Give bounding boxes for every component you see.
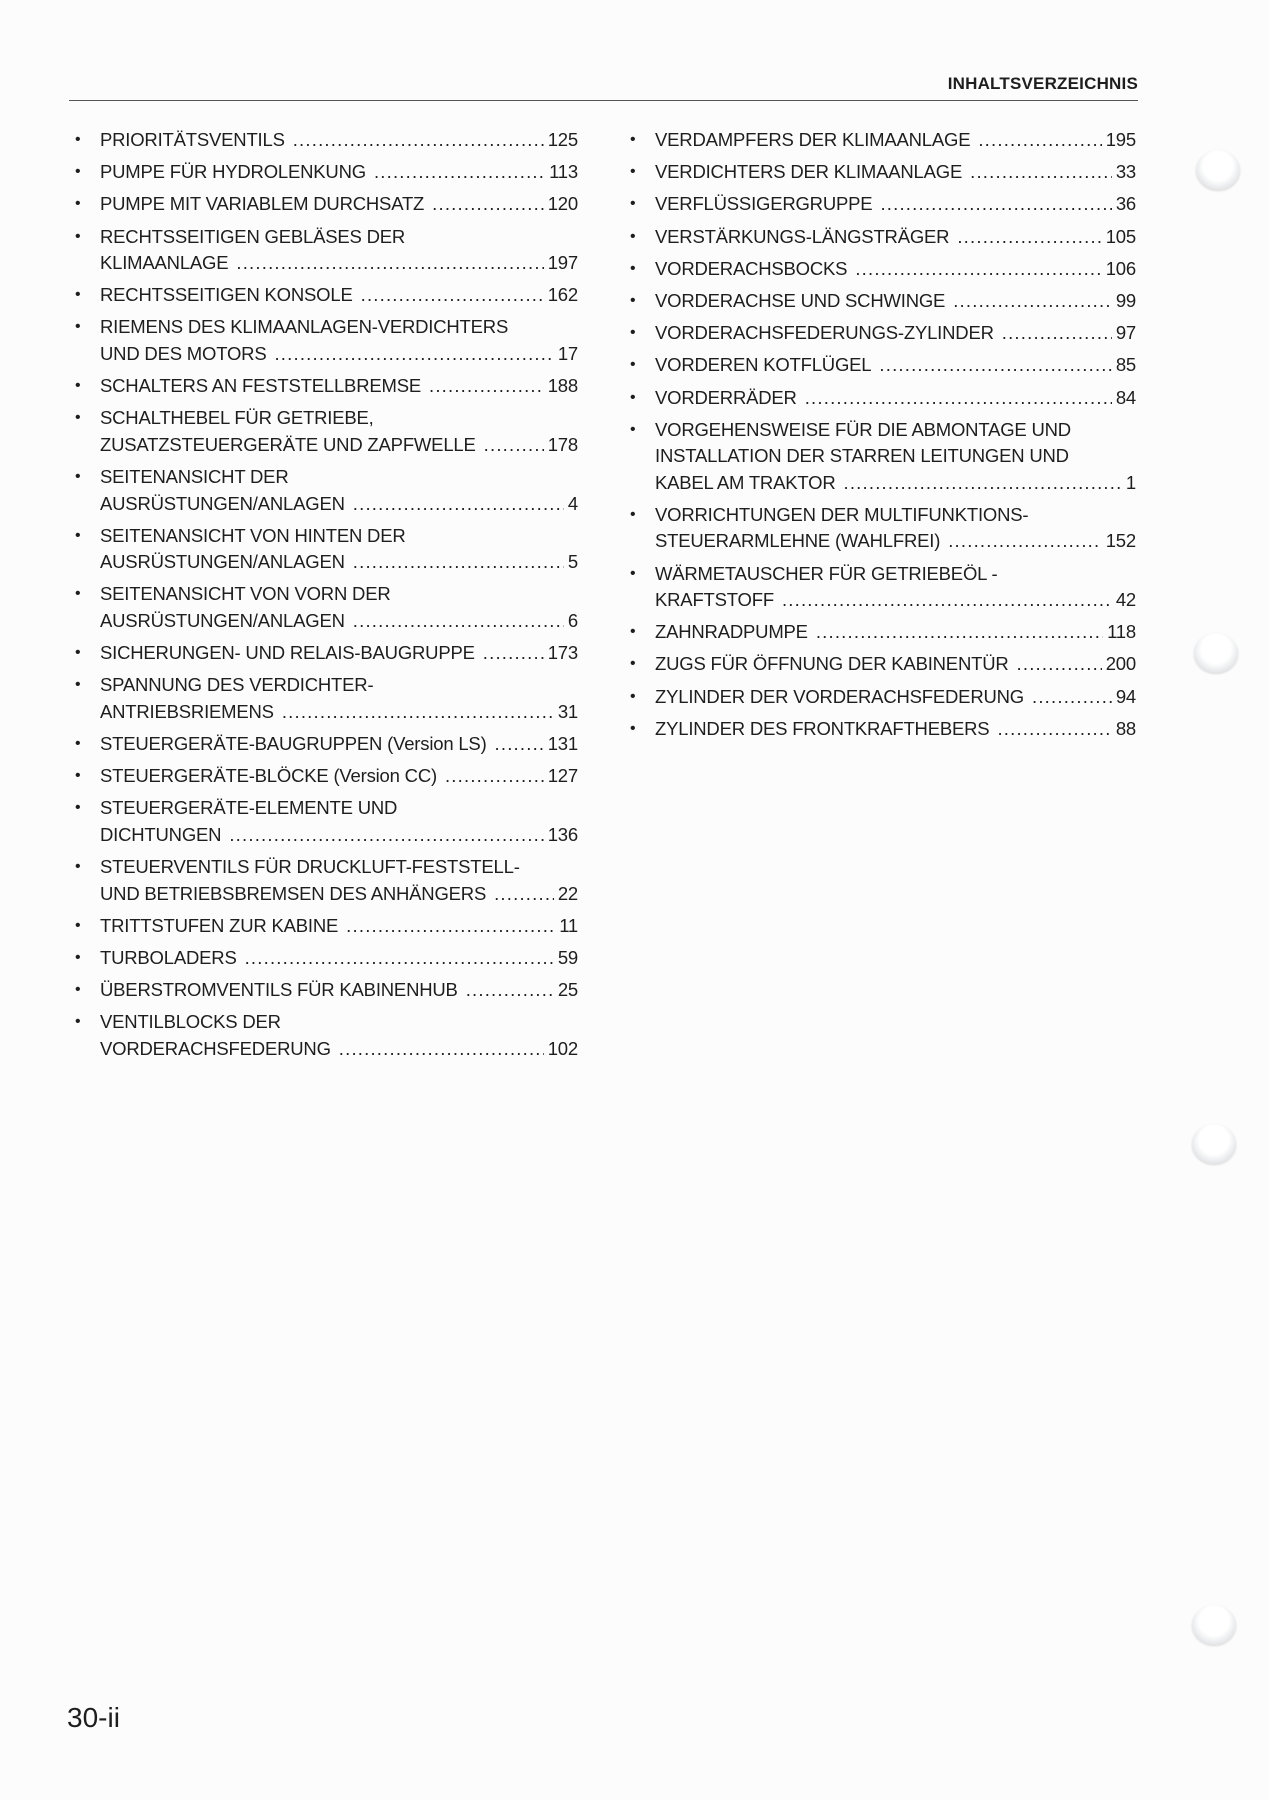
toc-entry[interactable] [75, 640, 578, 667]
toc-entry-page: 200 [1105, 653, 1136, 675]
page-number: 30-ii [67, 1702, 120, 1733]
toc-entry[interactable] [630, 684, 1136, 711]
toc-entry-line [655, 443, 1136, 470]
dot-leader [353, 549, 564, 576]
dot-leader [361, 282, 544, 309]
toc-entry-line [100, 731, 578, 758]
toc-entry-title: AUSRÜSTUNGEN/ANLAGEN [100, 551, 345, 573]
toc-entry-title: UND DES MOTORS [100, 342, 267, 364]
toc-entry-line [655, 528, 1136, 555]
toc-entry-line [100, 854, 578, 881]
bullet-icon: • [630, 324, 636, 342]
toc-entry-title: VERSTÄRKUNGS-LÄNGSTRÄGER [655, 225, 950, 247]
bullet-icon: • [630, 420, 636, 438]
toc-entry-title: ZUSATZSTEUERGERÄTE UND ZAPFWELLE [100, 433, 476, 455]
toc-entry-line [100, 373, 578, 400]
toc-entry-page: 17 [557, 342, 578, 364]
toc-entry-line [100, 977, 578, 1004]
toc-entry[interactable] [630, 159, 1136, 186]
toc-entry-page: 105 [1105, 225, 1136, 247]
toc-entry-title: STEUERARMLEHNE (WAHLFREI) [655, 530, 941, 552]
toc-entry-line [655, 587, 1136, 614]
bullet-icon: • [75, 799, 81, 817]
dot-leader [997, 716, 1111, 743]
bullet-icon: • [630, 259, 636, 277]
toc-entry[interactable] [75, 464, 578, 517]
punch-hole [1196, 150, 1240, 190]
toc-entry[interactable] [75, 1009, 578, 1062]
header-rule [69, 100, 1138, 101]
toc-entry[interactable] [75, 373, 578, 400]
toc-entry-page: 162 [547, 284, 578, 306]
dot-leader [282, 699, 554, 726]
toc-entry-page: 6 [567, 609, 578, 631]
toc-entry[interactable] [75, 127, 578, 154]
toc-entry-page: 31 [557, 700, 578, 722]
dot-leader [948, 528, 1102, 555]
toc-entry[interactable] [75, 314, 578, 367]
toc-entry-page: 106 [1105, 257, 1136, 279]
toc-entry-page: 102 [547, 1037, 578, 1059]
bullet-icon: • [75, 644, 81, 662]
toc-entry-page: 152 [1105, 530, 1136, 552]
bullet-icon: • [630, 163, 636, 181]
toc-entry-page: 178 [547, 433, 578, 455]
dot-leader [805, 385, 1112, 412]
bullet-icon: • [630, 623, 636, 641]
bullet-icon: • [75, 468, 81, 485]
toc-entry-page: 11 [559, 914, 578, 936]
dot-leader [1002, 320, 1112, 347]
dot-leader [483, 640, 544, 667]
toc-entry-page: 5 [567, 551, 578, 573]
toc-entry-line [100, 432, 578, 459]
toc-entry-title: VORGEHENSWEISE FÜR DIE ABMONTAGE UND [655, 418, 1071, 440]
toc-entry[interactable] [630, 417, 1136, 497]
toc-entry-page: 1 [1125, 471, 1136, 493]
toc-entry[interactable] [630, 127, 1136, 154]
toc-entry-title: PUMPE MIT VARIABLEM DURCHSATZ [100, 193, 425, 215]
toc-entry-title: SEITENANSICHT VON VORN DER [100, 583, 391, 605]
punch-hole [1192, 1124, 1236, 1164]
toc-entry-title: ANTRIEBSRIEMENS [100, 700, 274, 722]
toc-entry[interactable] [630, 502, 1136, 555]
toc-entry-page: 33 [1115, 161, 1136, 183]
dot-leader [816, 619, 1103, 646]
dot-leader [957, 224, 1101, 251]
toc-entry-title: KLIMAANLAGE [100, 252, 229, 274]
toc-entry[interactable] [630, 224, 1136, 251]
dot-leader [274, 341, 553, 368]
toc-entry-line [655, 159, 1136, 186]
toc-entry-page: 188 [547, 375, 578, 397]
dot-leader [1032, 684, 1112, 711]
toc-entry-line [655, 470, 1136, 497]
toc-entry-line [100, 341, 578, 368]
toc-entry[interactable] [630, 191, 1136, 218]
bullet-icon: • [75, 286, 81, 304]
toc-entry-line [655, 224, 1136, 251]
toc-entry-line [100, 945, 578, 972]
toc-entry[interactable] [75, 731, 578, 758]
toc-entry[interactable] [75, 977, 578, 1004]
toc-entry-line [100, 640, 578, 667]
toc-entry-title: RECHTSSEITIGEN GEBLÄSES DER [100, 225, 406, 247]
toc-entry[interactable] [75, 224, 578, 277]
toc-entry-page: 127 [547, 765, 578, 787]
toc-entry-title: ZUGS FÜR ÖFFNUNG DER KABINENTÜR [655, 653, 1009, 675]
toc-entry[interactable] [75, 581, 578, 634]
toc-entry-title: RECHTSSEITIGEN KONSOLE [100, 284, 353, 306]
toc-entry[interactable] [75, 159, 578, 186]
bullet-icon: • [75, 676, 81, 694]
toc-entry-line [655, 191, 1136, 218]
toc-entry-line [100, 763, 578, 790]
toc-entry-title: DICHTUNGEN [100, 823, 222, 845]
toc-entry-title: SCHALTHEBEL FÜR GETRIEBE, [100, 407, 374, 429]
toc-entry-title: VERDICHTERS DER KLIMAANLAGE [655, 161, 963, 183]
bullet-icon: • [630, 356, 636, 374]
toc-entry-title: PRIORITÄTSVENTILS [100, 129, 285, 150]
toc-entry-page: 125 [547, 129, 578, 150]
toc-entry-title: RIEMENS DES KLIMAANLAGEN-VERDICHTERS [100, 316, 509, 338]
toc-entry-title: AUSRÜSTUNGEN/ANLAGEN [100, 609, 345, 631]
toc-entry-line [100, 581, 578, 608]
toc-entry-line [100, 549, 578, 576]
bullet-icon: • [75, 734, 81, 752]
toc-entry-line [100, 672, 578, 699]
bullet-icon: • [75, 409, 81, 427]
toc-entry-title: VORDERRÄDER [655, 386, 797, 408]
toc-entry-line [655, 352, 1136, 379]
toc-entry-line [100, 1009, 578, 1036]
toc-entry-line [655, 127, 1136, 154]
toc-entry-title: STEUERGERÄTE-ELEMENTE UND [100, 797, 398, 819]
toc-entry[interactable] [75, 282, 578, 309]
punch-hole [1194, 633, 1238, 673]
toc-entry-title: WÄRMETAUSCHER FÜR GETRIEBEÖL - [655, 562, 998, 584]
dot-leader [229, 822, 543, 849]
toc-entry-page: 25 [557, 979, 578, 1001]
toc-entry[interactable] [630, 256, 1136, 283]
toc-entry-title: VORDERACHSBOCKS [655, 257, 848, 279]
toc-entry-page: 22 [557, 882, 578, 904]
toc-entry-page: 118 [1107, 621, 1136, 643]
toc-entry-page: 84 [1115, 386, 1136, 408]
dot-leader [494, 881, 554, 908]
toc-entry[interactable] [75, 191, 578, 218]
bullet-icon: • [75, 227, 81, 245]
toc-entry-page: 4 [567, 492, 578, 514]
toc-entry-title: TURBOLADERS [100, 946, 237, 968]
dot-leader [879, 352, 1111, 379]
toc-entry-page: 197 [547, 252, 578, 274]
toc-entry-line [655, 619, 1136, 646]
bullet-icon: • [75, 858, 81, 875]
dot-leader [429, 373, 544, 400]
toc-entry-title: VORRICHTUNGEN DER MULTIFUNKTIONS- [655, 503, 1029, 525]
toc-entry-line [655, 716, 1136, 743]
bullet-icon: • [630, 227, 636, 245]
dot-leader [495, 731, 544, 758]
toc-entry[interactable] [630, 651, 1136, 678]
toc-entry-title: TRITTSTUFEN ZUR KABINE [100, 914, 339, 936]
toc-entry-line [100, 191, 578, 218]
toc-entry-title: UND BETRIEBSBREMSEN DES ANHÄNGERS [100, 882, 487, 904]
dot-leader [346, 913, 555, 940]
bullet-icon: • [75, 585, 81, 603]
toc-entry-line [655, 256, 1136, 283]
toc-entry-line [100, 523, 578, 550]
toc-entry-title: SICHERUNGEN- UND RELAIS-BAUGRUPPE [100, 642, 475, 664]
toc-entry-line [100, 405, 578, 432]
toc-entry-line [655, 684, 1136, 711]
toc-left-column [75, 127, 578, 1068]
toc-entry-page: 36 [1115, 193, 1136, 215]
toc-entry-title: SCHALTERS AN FESTSTELLBREMSE [100, 375, 421, 397]
toc-entry[interactable] [75, 672, 578, 725]
toc-entry-line [655, 502, 1136, 529]
toc-entry-title: ZAHNRADPUMPE [655, 621, 808, 643]
dot-leader [353, 608, 564, 635]
toc-entry-page: 113 [549, 161, 578, 183]
toc-entry-page: 94 [1115, 685, 1136, 707]
dot-leader [445, 763, 544, 790]
toc-entry[interactable] [630, 619, 1136, 646]
bullet-icon: • [630, 719, 636, 737]
toc-entry-line [100, 127, 578, 154]
bullet-icon: • [630, 291, 636, 309]
dot-leader [432, 191, 544, 218]
toc-entry[interactable] [75, 795, 578, 848]
toc-entry-line [100, 822, 578, 849]
bullet-icon: • [75, 767, 81, 785]
toc-entry-page: 97 [1115, 322, 1136, 344]
toc-entry-title: KRAFTSTOFF [655, 589, 774, 611]
bullet-icon: • [630, 687, 636, 705]
bullet-icon: • [75, 948, 81, 966]
dot-leader [844, 470, 1122, 497]
dot-leader [245, 945, 554, 972]
toc-entry-title: VORDEREN KOTFLÜGEL [655, 354, 872, 376]
toc-entry-line [100, 699, 578, 726]
toc-entry-page: 42 [1115, 589, 1136, 611]
toc-entry-title: STEUERGERÄTE-BLÖCKE (Version CC) [100, 765, 437, 787]
dot-leader [1017, 651, 1102, 678]
toc-entry[interactable] [75, 523, 578, 576]
dot-leader [970, 159, 1112, 186]
toc-entry-page: 131 [547, 732, 578, 754]
toc-entry-title: VERFLÜSSIGERGRUPPE [655, 193, 873, 215]
toc-right-column [630, 127, 1136, 748]
toc-entry-line [100, 491, 578, 518]
bullet-icon: • [75, 981, 81, 999]
toc-entry-line [100, 608, 578, 635]
dot-leader [484, 432, 544, 459]
dot-leader [880, 191, 1111, 218]
bullet-icon: • [75, 195, 81, 213]
dot-leader [466, 977, 554, 1004]
bullet-icon: • [75, 163, 81, 181]
toc-entry-page: 195 [1105, 129, 1136, 150]
bullet-icon: • [75, 1013, 81, 1031]
toc-entry-line [655, 417, 1136, 444]
toc-entry-title: VERDAMPFERS DER KLIMAANLAGE [655, 129, 971, 150]
bullet-icon: • [75, 377, 81, 395]
toc-entry-line [100, 282, 578, 309]
toc-entry-title: SEITENANSICHT DER [100, 466, 289, 487]
toc-entry-page: 88 [1115, 717, 1136, 739]
toc-entry-title: VORDERACHSE UND SCHWINGE [655, 289, 946, 311]
toc-entry[interactable] [630, 288, 1136, 315]
bullet-icon: • [630, 388, 636, 406]
toc-entry-line [100, 314, 578, 341]
toc-entry-title: KABEL AM TRAKTOR [655, 471, 836, 493]
bullet-icon: • [630, 655, 636, 673]
toc-entry-line [655, 385, 1136, 412]
toc-entry[interactable] [75, 854, 578, 907]
toc-entry-title: STEUERGERÄTE-BAUGRUPPEN (Version LS) [100, 732, 487, 754]
toc-entry-page: 99 [1115, 289, 1136, 311]
toc-entry-title: ÜBERSTROMVENTILS FÜR KABINENHUB [100, 979, 458, 1001]
bullet-icon: • [75, 131, 81, 148]
toc-entry-page: 120 [547, 193, 578, 215]
toc-entry-title: SPANNUNG DES VERDICHTER- [100, 674, 374, 696]
dot-leader [236, 250, 543, 277]
toc-entry-line [100, 913, 578, 940]
dot-leader [293, 127, 544, 154]
toc-entry-page: 136 [547, 823, 578, 845]
dot-leader [374, 159, 545, 186]
toc-entry-line [100, 224, 578, 251]
section-title: INHALTSVERZEICHNIS [947, 74, 1138, 93]
toc-entry-title: ZYLINDER DER VORDERACHSFEDERUNG [655, 685, 1024, 707]
toc-entry-page: 85 [1115, 354, 1136, 376]
dot-leader [339, 1036, 544, 1063]
toc-entry-line [100, 159, 578, 186]
punch-hole [1192, 1605, 1236, 1645]
bullet-icon: • [630, 131, 636, 148]
toc-entry-title: STEUERVENTILS FÜR DRUCKLUFT-FESTSTELL- [100, 856, 520, 877]
toc-entry-line [100, 250, 578, 277]
toc-entry[interactable] [75, 405, 578, 458]
toc-entry[interactable] [75, 913, 578, 940]
toc-entry[interactable] [630, 561, 1136, 614]
bullet-icon: • [630, 195, 636, 213]
toc-entry-title: VORDERACHSFEDERUNG [100, 1037, 331, 1059]
toc-entry-title: SEITENANSICHT VON HINTEN DER [100, 524, 406, 546]
toc-entry-line [655, 651, 1136, 678]
toc-entry-line [655, 561, 1136, 588]
toc-entry-line [655, 288, 1136, 315]
toc-entry[interactable] [630, 352, 1136, 379]
toc-entry-line [100, 795, 578, 822]
dot-leader [855, 256, 1101, 283]
bullet-icon: • [630, 564, 636, 582]
toc-entry[interactable] [75, 945, 578, 972]
toc-entry[interactable] [630, 385, 1136, 412]
toc-entry-line [100, 464, 578, 491]
bullet-icon: • [630, 505, 636, 523]
toc-entry-title: VENTILBLOCKS DER [100, 1011, 281, 1033]
toc-entry-title: VORDERACHSFEDERUNGS-ZYLINDER [655, 322, 994, 344]
bullet-icon: • [75, 916, 81, 934]
toc-entry-title: ZYLINDER DES FRONTKRAFTHEBERS [655, 717, 990, 739]
toc-entry-title: INSTALLATION DER STARREN LEITUNGEN UND [655, 445, 1069, 467]
toc-entry[interactable] [630, 716, 1136, 743]
dot-leader [353, 491, 564, 518]
dot-leader [782, 587, 1112, 614]
toc-entry-line [100, 881, 578, 908]
toc-entry[interactable] [75, 763, 578, 790]
toc-entry-page: 173 [547, 642, 578, 664]
dot-leader [978, 127, 1101, 154]
toc-entry[interactable] [630, 320, 1136, 347]
bullet-icon: • [75, 318, 81, 336]
dot-leader [953, 288, 1112, 315]
toc-entry-title: PUMPE FÜR HYDROLENKUNG [100, 161, 366, 183]
toc-entry-line [655, 320, 1136, 347]
toc-entry-line [100, 1036, 578, 1063]
toc-entry-title: AUSRÜSTUNGEN/ANLAGEN [100, 492, 345, 514]
bullet-icon: • [75, 526, 81, 544]
toc-entry-page: 59 [557, 946, 578, 968]
